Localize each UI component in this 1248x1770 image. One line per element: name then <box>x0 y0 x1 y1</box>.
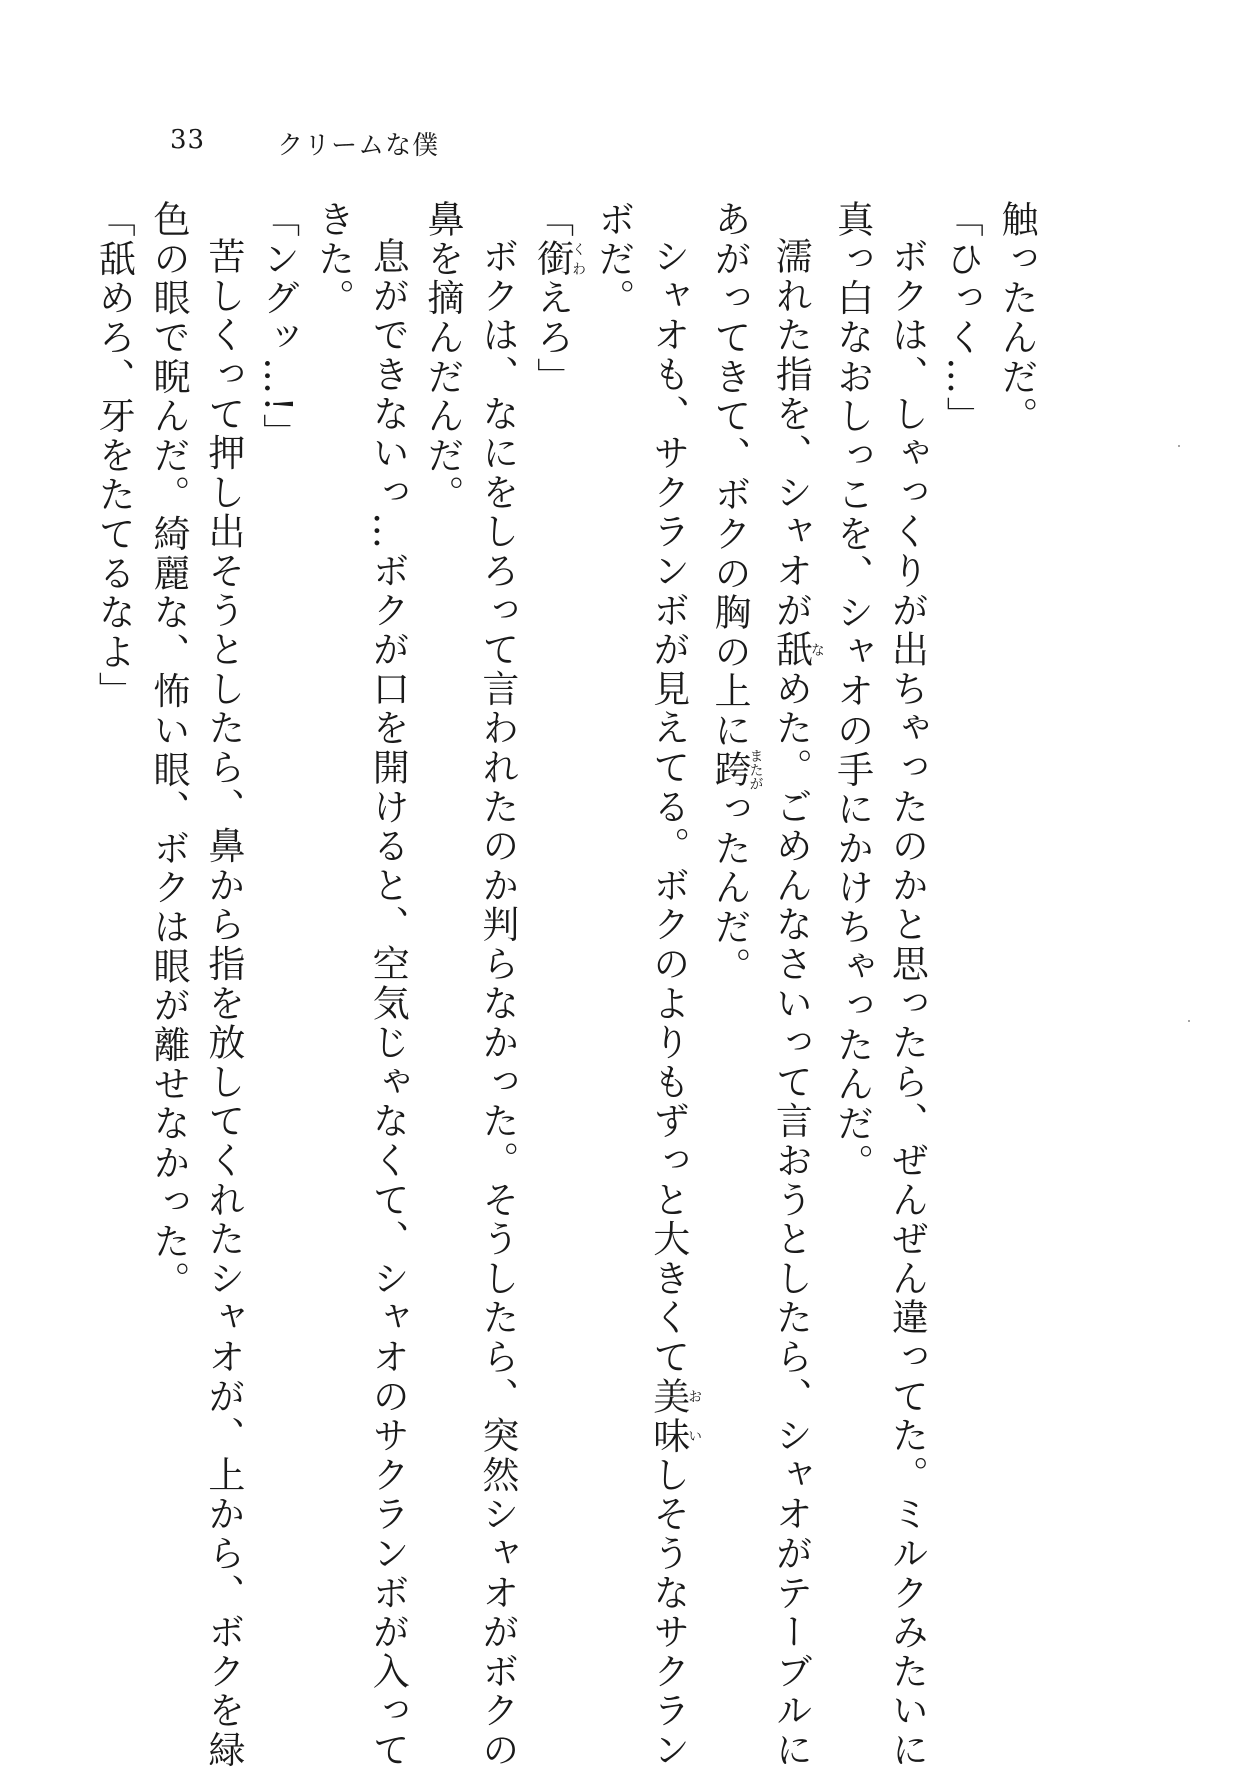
text-segment: めた。ごめんなさいって言おうとしたら、シャオがテーブルに <box>769 669 813 1770</box>
text-segment: 濡れた指を、シャオが <box>769 237 813 630</box>
text-line: きた。 <box>311 200 355 318</box>
ruby-base: 美味 <box>646 1376 690 1456</box>
text-line: 苦しくって押し出そうとしたら、鼻から指を放してくれたシャオが、上から、ボクを緑 <box>201 237 245 1770</box>
text-line: ボクは、なにをしろって言われたのか判らなかった。そうしたら、突然シャオがボクの <box>475 237 519 1770</box>
ruby-annotation <box>530 239 587 279</box>
ruby-annotation <box>646 1376 703 1456</box>
text-segment: あがってきて、ボクの胸の上に <box>708 200 752 751</box>
ruby-base: 跨 <box>708 748 752 791</box>
text-line: 真っ白なおしっこを、シャオの手にかけちゃったんだ。 <box>830 200 874 1183</box>
scan-speck <box>1188 1020 1190 1022</box>
text-line: 触ったんだ。 <box>995 200 1038 436</box>
ruby-base: 舐 <box>769 630 813 670</box>
text-line: 「ングッ…!」 <box>256 200 300 453</box>
page-number: 33 <box>170 125 206 155</box>
text-line <box>763 200 825 1770</box>
text-line: 「舐めろ、牙をたてるなよ」 <box>92 200 136 711</box>
text-segment: しそうなサクラン <box>646 1455 690 1770</box>
text-line: 色の眼で睨んだ。綺麗な、怖い眼、ボクは眼が離せなかった。 <box>147 200 191 1301</box>
ruby-annotation <box>708 748 764 791</box>
text-line <box>701 200 762 1600</box>
text-line: ボだ。 <box>591 200 635 318</box>
scan-speck <box>1178 445 1180 447</box>
text-line <box>640 200 703 1770</box>
ruby-annotation <box>769 630 825 670</box>
text-line: 「ひっく…」 <box>940 200 984 436</box>
text-segment: 「 <box>530 200 574 240</box>
text-line: 息ができないっ…ボクが口を開けると、空気じゃなくて、シャオのサクランボが入って <box>366 237 410 1770</box>
text-line: 鼻を摘んだんだ。 <box>421 200 465 515</box>
text-line <box>524 200 585 1600</box>
text-segment: ったんだ。 <box>708 789 752 987</box>
running-header <box>170 125 439 162</box>
text-segment: えろ」 <box>530 278 574 397</box>
vertical-body-text <box>92 200 1043 1770</box>
ruby-reading: またが <box>747 748 764 791</box>
text-line: ボクは、しゃっくりが出ちゃったのかと思ったら、ぜんぜん違ってた。ミルクみたいに <box>885 237 929 1770</box>
ruby-reading: な <box>808 630 825 670</box>
chapter-title: クリームな僕 <box>277 131 440 161</box>
ruby-reading: おい <box>686 1376 703 1456</box>
ruby-reading: くわ <box>570 239 587 279</box>
ruby-base: 銜 <box>530 239 574 279</box>
text-segment: シャオも、サクランボが見えてる。ボクのよりもずっと大きくて <box>646 237 690 1377</box>
